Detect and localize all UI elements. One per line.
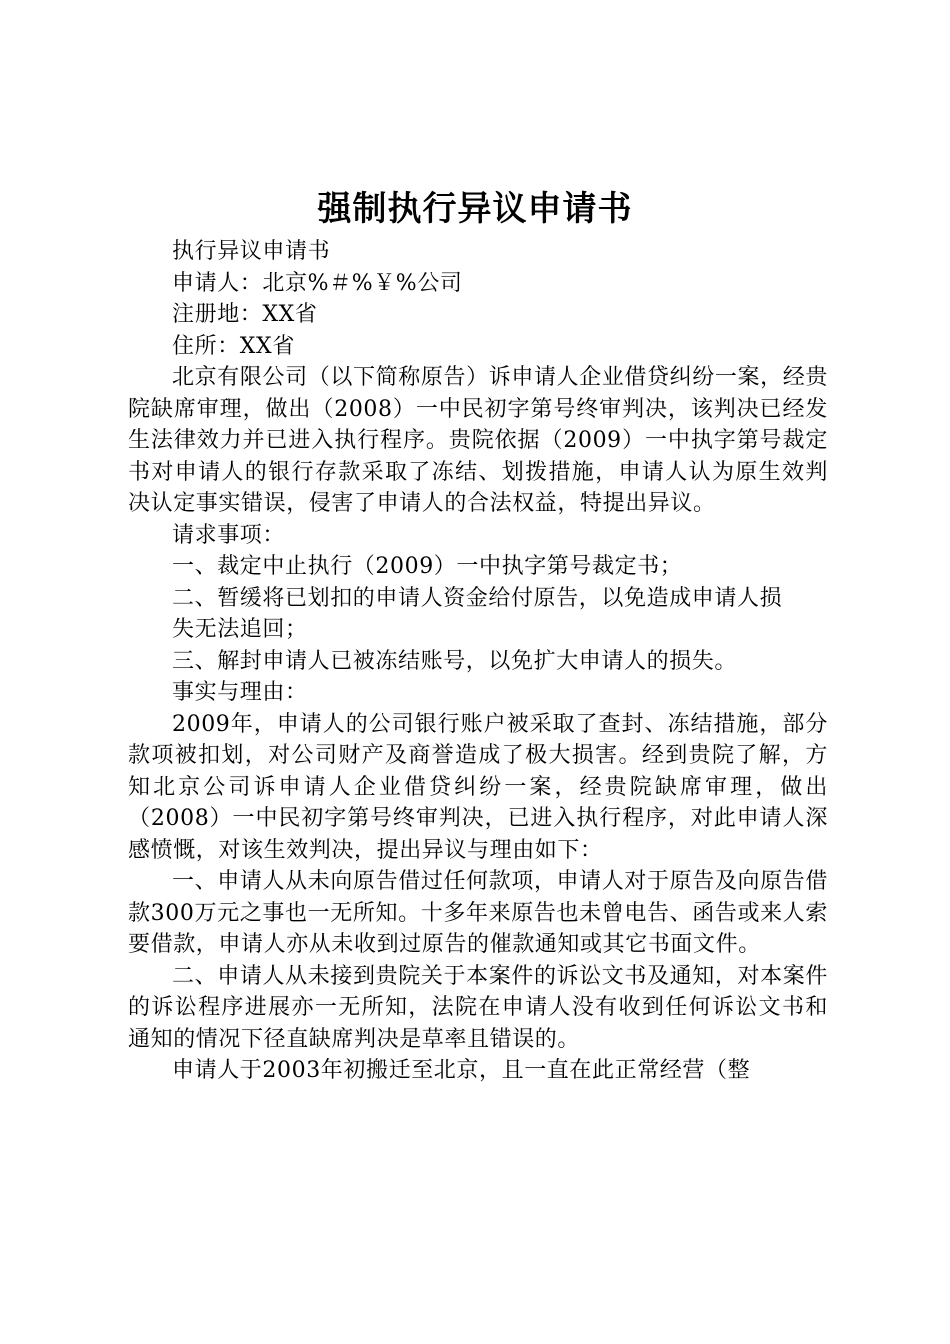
- document-body: [128, 236, 828, 1087]
- paragraph-relocation: 申请人于2003年初搬迁至北京，且一直在此正常经营（整: [172, 1058, 751, 1083]
- paragraph-reason-1: 一、申请人从未向原告借过任何款项，申请人对于原告及向原告借款300万元之事也一无所知。十多年来原告也未曾电告、函告或来人索要借款，申请人亦从未收到过原告的催款通知或其它书面文件。: [128, 869, 828, 957]
- paragraph-registered-address: 注册地：XX省: [172, 302, 318, 327]
- paragraph-residence: 住所：XX省: [172, 333, 295, 359]
- paragraph-heading: 执行异议申请书: [172, 239, 331, 264]
- paragraph-request-1: 一、裁定中止执行（2009）一中执字第号裁定书；: [172, 554, 683, 579]
- paragraph-request-2-continued: 失无法追回；: [172, 617, 308, 642]
- paragraph-facts-intro: 2009年，申请人的公司银行账户被采取了查封、冻结措施，部分款项被扣划，对公司财产及商誉造成了极大损害。经到贵院了解，方知北京公司诉申请人企业借贷纠纷一案，经贵院缺席审理，做出（2008）一中民初字第号终审判决，已进入执行程序，对此申请人深感愤慨，对该生效判决，提出异议与理由如下：: [128, 711, 828, 863]
- paragraph-requests-heading: 请求事项：: [172, 522, 286, 548]
- paragraph-reason-2: 二、申请人从未接到贵院关于本案件的诉讼文书及通知，对本案件的诉讼程序进展亦一无所知，法院在申请人没有收到任何诉讼文书和通知的情况下径直缺席判决是草率且错误的。: [128, 963, 828, 1052]
- paragraph-facts-heading: 事实与理由：: [172, 680, 308, 705]
- paragraph-request-3: 三、解封申请人已被冻结账号，以免扩大申请人的损失。: [172, 648, 738, 674]
- paragraph-case-summary: 北京有限公司（以下简称原告）诉申请人企业借贷纠纷一案，经贵院缺席审理，做出（2008）一中民初字第号终审判决，该判决已经发生法律效力并已进入执行程序。贵院依据（2009）一中执字第号裁定书对申请人的银行存款采取了冻结、划拨措施，申请人认为原生效判决认定事实错误，侵害了申请人的合法权益，特提出异议。: [128, 365, 828, 516]
- document-title: 强制执行异议申请书: [317, 189, 633, 229]
- paragraph-request-2: 二、暂缓将已划扣的申请人资金给付原告，以免造成申请人损: [172, 585, 783, 611]
- paragraph-applicant: 申请人：北京%＃%￥%公司: [172, 270, 463, 296]
